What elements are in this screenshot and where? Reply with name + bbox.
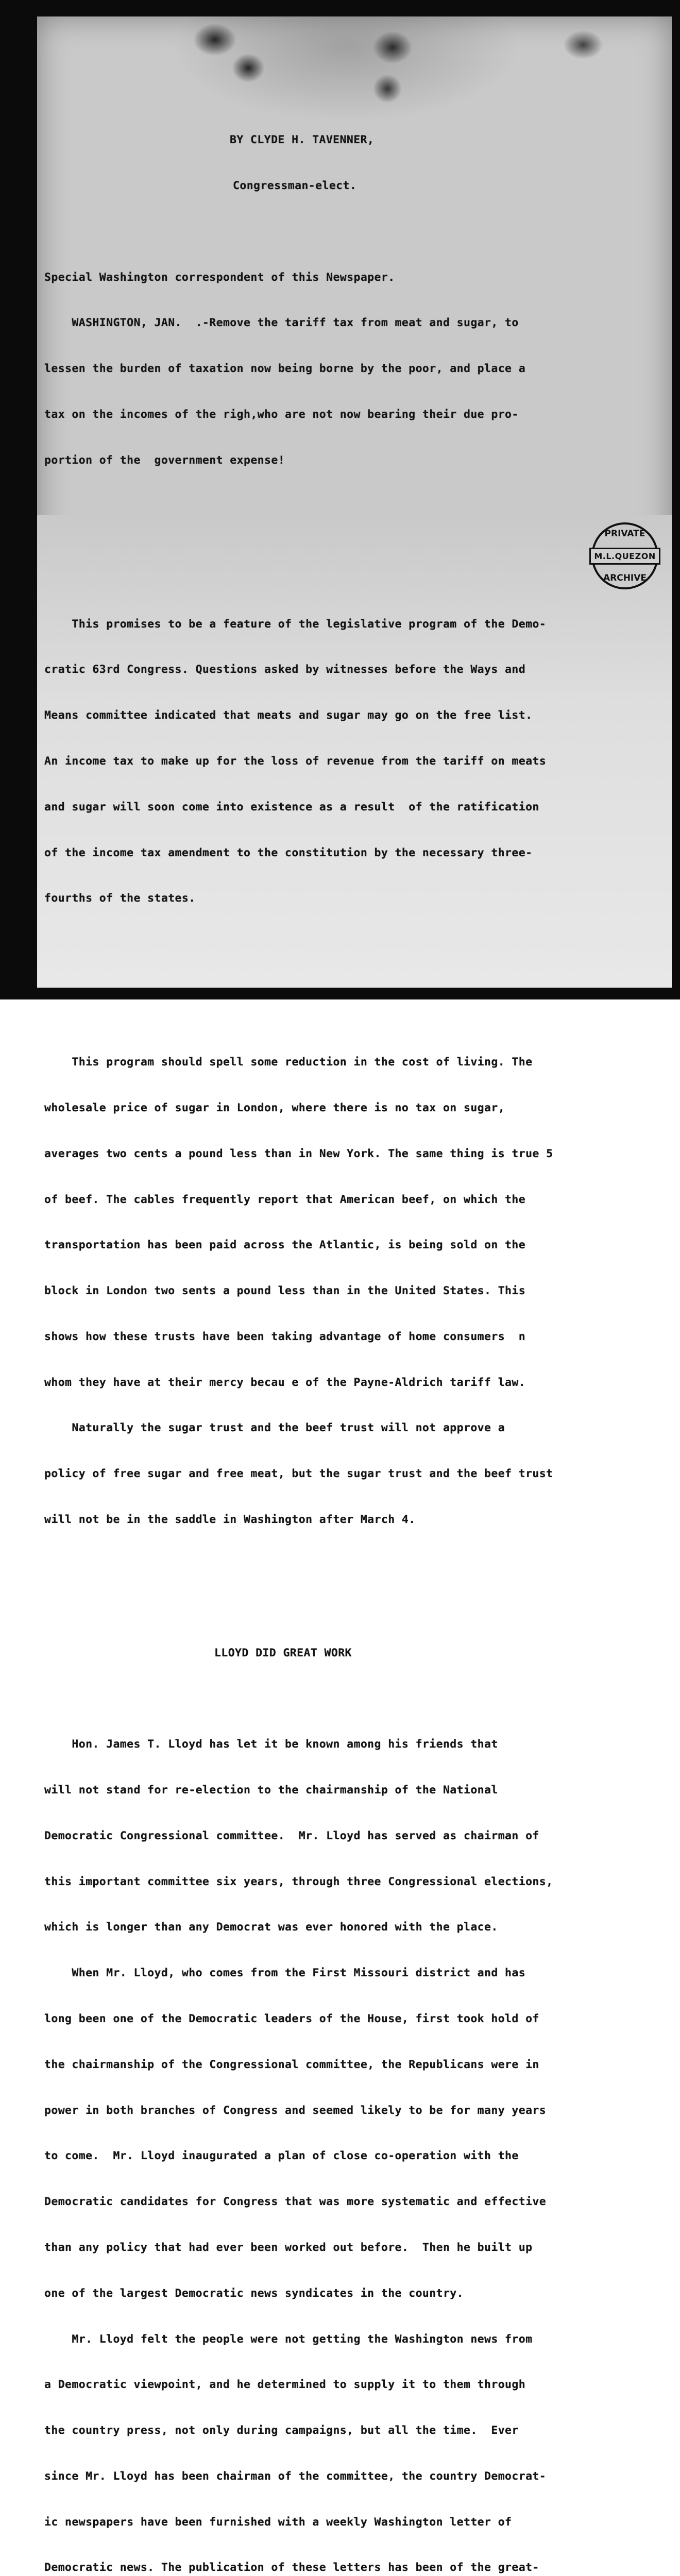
paragraph-2 (44, 586, 665, 937)
text-line: Special Washington correspondent of this Newspaper. (44, 270, 395, 284)
text-line: Democratic Congressional committee. Mr. Lloyd has served as chairman of (44, 1829, 539, 1842)
text-line: will not stand for re-election to the chairmanship of the National (44, 1784, 498, 1797)
text-line: Mr. Lloyd felt the people were not getting the Washington news from (44, 2332, 533, 2346)
text-line: An income tax to make up for the loss of revenue from the tariff on meats (44, 754, 547, 768)
stamp-bottom-text: ARCHIVE (603, 573, 647, 583)
text-line: and sugar will soon come into existence as a result of the ratification (44, 800, 539, 814)
text-line: Means committee indicated that meats and sugar may go on the free list. (44, 709, 533, 722)
text-line: of the income tax amendment to the constitution by the necessary three- (44, 846, 533, 859)
text-line: When Mr. Lloyd, who comes from the First Missouri district and has (44, 1967, 526, 1980)
text-line: shows how these trusts have been taking advantage of home consumers n (44, 1330, 526, 1343)
text-line: averages two cents a pound less than in New York. The same thing is true 5 (44, 1147, 553, 1160)
text-line: lessen the burden of taxation now being borne by the poor, and place a (44, 362, 526, 376)
text-line: whom they have at their mercy becau e of the Payne-Aldrich tariff law. (44, 1376, 526, 1389)
text-line: wholesale price of sugar in London, where there is no tax on sugar, (44, 1101, 505, 1114)
text-line: ic newspapers have been furnished with a weekly Washington letter of (44, 2515, 512, 2529)
text-line: Naturally the sugar trust and the beef trust will not approve a (44, 1421, 505, 1435)
paragraph-3 (44, 1024, 665, 1558)
text-line: one of the largest Democratic news syndicates in the country. (44, 2286, 464, 2300)
text-line: will not be in the saddle in Washington after March 4. (44, 1513, 416, 1527)
text-line: fourths of the states. (44, 892, 196, 905)
text-line: transportation has been paid across the Atlantic, is being sold on the (44, 1239, 526, 1252)
text-line: cratic 63rd Congress. Questions asked by witnesses before the Ways and (44, 663, 526, 676)
text-line: Democratic news. The publication of these letters has been of the great- (44, 2561, 539, 2574)
paragraph-1 (44, 239, 665, 498)
typewritten-article (44, 102, 665, 2576)
text-line: portion of the government expense! (44, 453, 285, 467)
text-line: This program should spell some reduction in the cost of living. The (44, 1056, 533, 1069)
section-heading: LLOYD DID GREAT WORK (214, 1646, 352, 1659)
archive-stamp (591, 522, 658, 589)
text-line: policy of free sugar and free meat, but the sugar trust and the beef trust (44, 1467, 553, 1481)
text-line: than any policy that had ever been worked out before. Then he built up (44, 2241, 533, 2254)
byline-author: BY CLYDE H. TAVENNER, (230, 133, 375, 147)
text-line: a Democratic viewpoint, and he determined to supply it to them through (44, 2378, 526, 2392)
text-line: tax on the incomes of the righ,who are not now bearing their due pro- (44, 408, 519, 421)
text-line: of beef. The cables frequently report that American beef, on which the (44, 1193, 526, 1206)
stamp-center-text: M.L.QUEZON (589, 548, 660, 565)
stamp-top-text: PRIVATE (604, 529, 645, 539)
text-line: the country press, not only during campaigns, but all the time. Ever (44, 2424, 519, 2437)
text-line: Democratic candidates for Congress that was more systematic and effective (44, 2195, 547, 2209)
text-line: WASHINGTON, JAN. .-Remove the tariff tax from meat and sugar, to (44, 316, 519, 330)
text-line: since Mr. Lloyd has been chairman of the committee, the country Democrat- (44, 2469, 547, 2483)
text-line: power in both branches of Congress and seemed likely to be for many years (44, 2104, 547, 2117)
text-line: this important committee six years, through three Congressional elections, (44, 1875, 553, 1888)
text-line: Hon. James T. Lloyd has let it be known among his friends that (44, 1738, 498, 1751)
text-line: which is longer than any Democrat was ever honored with the place. (44, 1921, 498, 1934)
text-line: block in London two sents a pound less than in the United States. This (44, 1284, 526, 1298)
byline-title: Congressman-elect. (233, 179, 357, 192)
text-line: to come. Mr. Lloyd inaugurated a plan of close co-operation with the (44, 2149, 519, 2163)
text-line: long been one of the Democratic leaders of the House, first took hold of (44, 2012, 539, 2026)
text-line: This promises to be a feature of the legislative program of the Demo- (44, 617, 547, 631)
text-line: the chairmanship of the Congressional committee, the Republicans were in (44, 2058, 539, 2071)
paragraph-4 (44, 1706, 665, 2576)
